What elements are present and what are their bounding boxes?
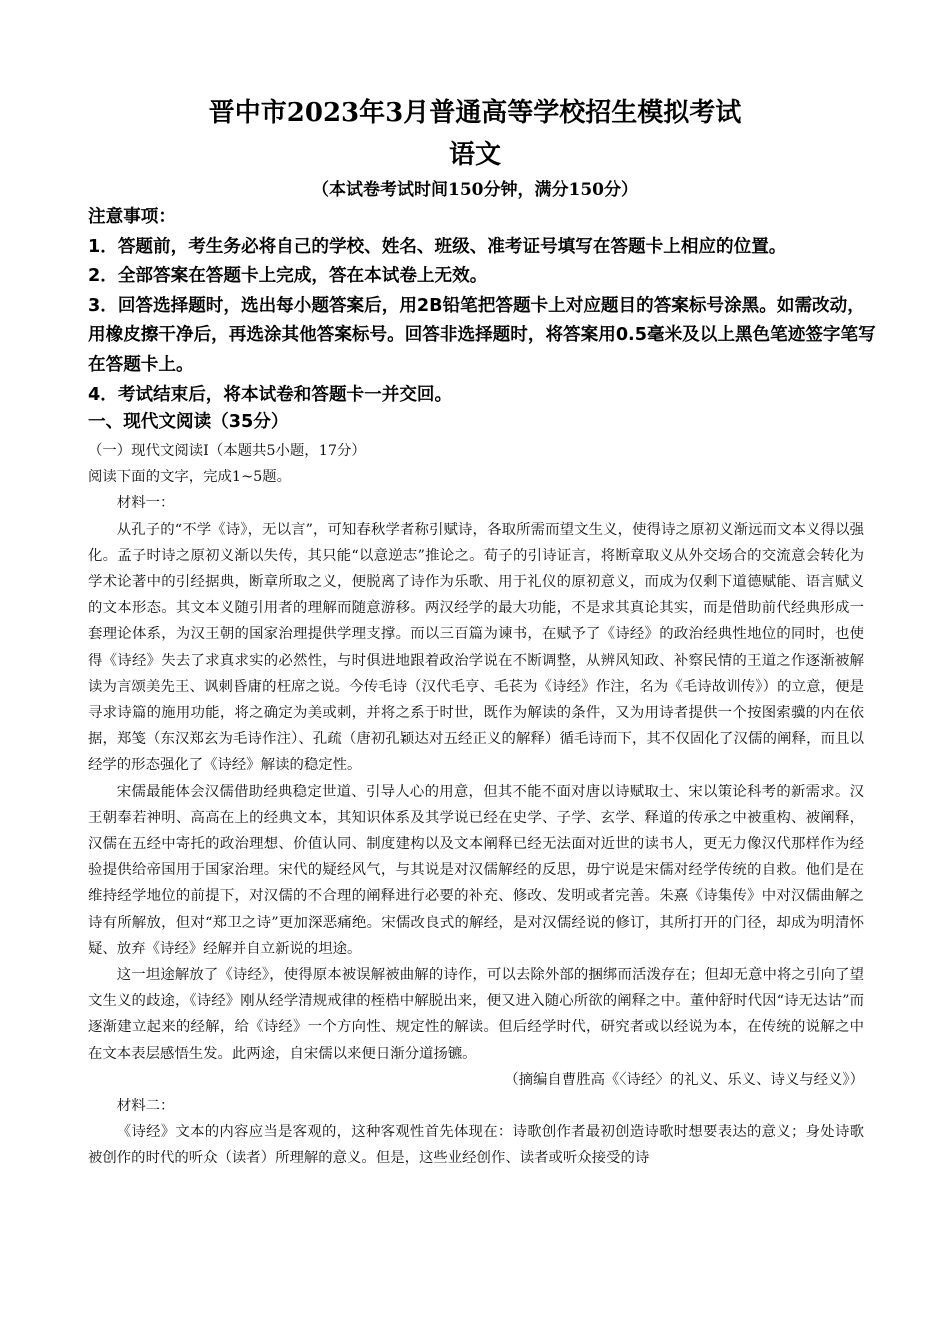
- material-label: 材料一：: [116, 495, 175, 512]
- material-paragraph: 这一坦途解放了《诗经》，使得原本被误解被曲解的诗作，可以去除外部的捆绑而活泼存在；但却无意中将之引向了望文生义的歧途，《诗经》刚从经学清规戒律的桎梏中解脱出来，便又进入随心所欲的阐释之中。董仲舒时代因“诗无达诂”而逐渐建立起来的经解，给《诗经》一个方向性、规定性的解读。但后经学时代，研究者或以经说为本，在传统的说解之中在文本表层感悟生发。此两途，自宋儒以来便日渐分道扬镳。: [88, 967, 864, 1062]
- note-item: 1．答题前，考生务必将自己的学校、姓名、班级、准考证号填写在答题卡上相应的位置。: [88, 236, 787, 257]
- subject-title: 语文: [448, 140, 501, 170]
- part-heading: （一）现代文阅读Ⅰ（本题共5小题，17分）: [88, 443, 366, 459]
- material-paragraph: 宋儒最能体会汉儒借助经典稳定世道、引导人心的用意，但其不能不面对唐以诗赋取士、宋以策论科考的新需求。汉王朝奉若神明、高高在上的经典文本，其知识体系及其学说已经在史学、子学、玄学、释道的传承之中被重构、被阐释，汉儒在五经中寄托的政治理想、价值认同、制度建构以及文本阐释已经无法面对近世的读书人，更无力像汉代那样作为经验提供给帝国用于国家治理。宋代的疑经风气，与其说是对汉儒解经的反思，毋宁说是宋儒对经学传统的自救。他们是在维持经学地位的前提下，对汉儒的不合理的阐释进行必要的补充、修改、发明或者完善。朱熹《诗集传》中对汉儒曲解之诗有所解放，但对“郑卫之诗”更加深恶痛绝。宋儒改良式的解经，是对汉儒经说的修订，其所打开的门径，却成为明清怀疑、放弃《诗经》经解并自立新说的坦途。: [88, 783, 864, 957]
- note-item: 4．考试结束后，将本试卷和答题卡一并交回。: [88, 384, 453, 405]
- reading-body: [88, 438, 864, 1172]
- note-item: 2．全部答案在答题卡上完成，答在本试卷上无效。: [88, 266, 488, 287]
- material-paragraph: 《诗经》文本的内容应当是客观的，这种客观性首先体现在：诗歌创作者最初创造诗歌时想要表达的意义；身处诗歌被创作的时代的听众（读者）所理解的意义。但是，这些业经创作、读者或听众接受的诗: [88, 1124, 864, 1167]
- instruction: 阅读下面的文字，完成1~5题。: [88, 469, 292, 486]
- material-label: 材料二：: [116, 1098, 175, 1115]
- exam-title: 晋中市2023年3月普通高等学校招生模拟考试: [208, 98, 742, 128]
- notes-section: [88, 203, 878, 410]
- exam-info: （本试卷考试时间150分钟，满分150分）: [312, 180, 638, 200]
- material-paragraph: 从孔子的“不学《诗》，无以言”，可知春秋学者称引赋诗，各取所需而望文生义，使得诗之原初义渐远而文本义得以强化。孟子时诗之原初义渐以失传，其只能“以意逆志”推论之。荀子的引诗证言，将断章取义从外交场合的交流意会转化为学术论著中的引经据典，断章所取之义，便脱离了诗作为乐歌、用于礼仪的原初意义，而成为仅剩下道德赋能、语言赋义的文本形态。其文本义随引用者的理解而随意游移。两汉经学的最大功能，不是求其真论其实，而是借助前代经典形成一套理论体系，为汉王朝的国家治理提供学理支撑。而以三百篇为谏书，在赋予了《诗经》的政治经典性地位的同时，也使得《诗经》失去了求真求实的必然性，与时俱进地跟着政治学说在不断调整，从辨风知政、补察民情的王道之作逐渐被解读为言颂美先王、讽刺昏庸的枉席之说。今传毛诗（汉代毛亨、毛苌为《诗经》作注，名为《毛诗故训传》）的立意，便是寻求诗篇的施用功能，将之确定为美或刺，并将之系于时世，既作为解读的条件，又为用诗者提供一个按图索骥的内在依据，郑笺（东汉郑玄为毛诗作注）、孔疏（唐初孔颖达对五经正义的解释）循毛诗而下，其不仅固化了汉儒的阐释，而且以经学的形态强化了《诗经》解读的稳定性。: [88, 521, 864, 774]
- notes-heading: 注意事项：: [88, 207, 176, 227]
- note-item: 3．回答选择题时，选出每小题答案后，用2B铅笔把答题卡上对应题目的答案标号涂黑。如需改动，用橡皮擦干净后，再选涂其他答案标号。回答非选择题时，将答案用0.5毫米及以上黑色笔迹签字笔写在答题卡上。: [88, 295, 876, 375]
- material-source: （摘编自曹胜高《〈诗经〉的礼义、乐义、诗义与经义》）: [504, 1071, 864, 1088]
- section-heading: 一、现代文阅读（35分）: [88, 412, 289, 432]
